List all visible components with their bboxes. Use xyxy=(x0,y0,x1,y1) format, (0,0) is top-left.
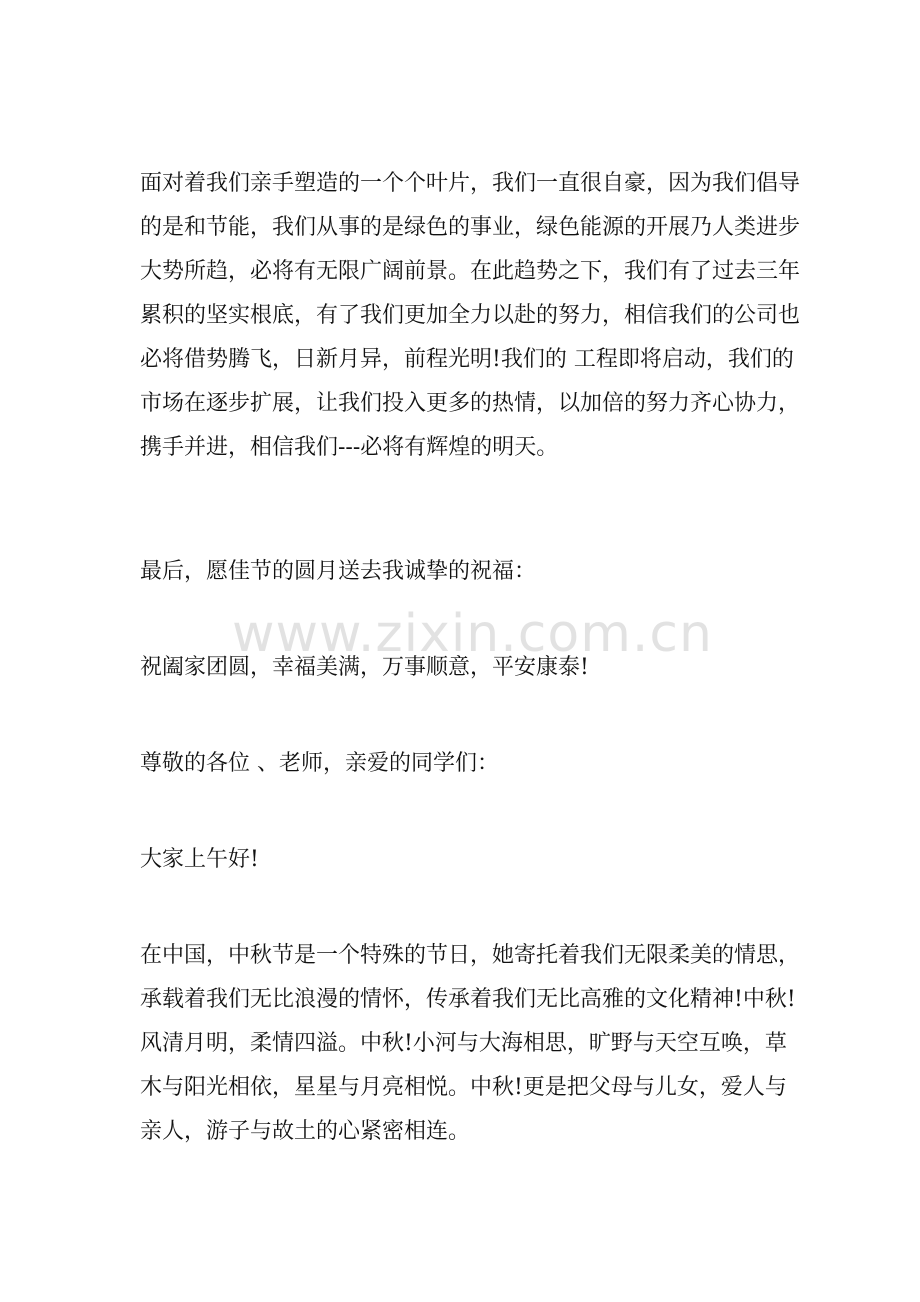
text-line: 亲人，游子与故土的心紧密相连。 xyxy=(140,1119,471,1144)
paragraph-mid-autumn xyxy=(140,934,800,1154)
text-line: 木与阳光相依，星星与月亮相悦。中秋!更是把父母与儿女，爱人与 xyxy=(140,1075,787,1100)
text-line: 面对着我们亲手塑造的一个个叶片，我们一直很自豪，因为我们倡导 xyxy=(140,171,801,196)
watermark: www.zixin.com.cn xyxy=(232,604,713,664)
paragraph-blade-career xyxy=(140,162,800,470)
text-line: 承载着我们无比浪漫的情怀，传承着我们无比高雅的文化精神!中秋! xyxy=(140,987,796,1012)
text-line: 必将借势腾飞，日新月异，前程光明!我们的 工程即将启动，我们的 xyxy=(140,347,794,372)
text-line: 祝阖家团圆，幸福美满，万事顺意，平安康泰! xyxy=(140,655,589,680)
text-line: 风清月明，柔情四溢。中秋!小河与大海相思，旷野与天空互唤，草 xyxy=(140,1031,787,1056)
paragraph-blessing xyxy=(140,646,800,690)
text-line: 尊敬的各位 、老师，亲爱的同学们： xyxy=(140,751,499,776)
text-line: 大家上午好! xyxy=(140,847,259,872)
paragraph-closing-wish xyxy=(140,550,800,594)
text-line: 在中国，中秋节是一个特殊的节日，她寄托着我们无限柔美的情思， xyxy=(140,943,801,968)
text-line: 携手并进，相信我们---必将有辉煌的明天。 xyxy=(140,435,559,460)
paragraph-greeting xyxy=(140,838,800,882)
text-line: 大势所趋，必将有无限广阔前景。在此趋势之下，我们有了过去三年 xyxy=(140,259,801,284)
text-line: 的是和节能，我们从事的是绿色的事业，绿色能源的开展乃人类进步 xyxy=(140,215,801,240)
text-line: 累积的坚实根底，有了我们更加全力以赴的努力，相信我们的公司也 xyxy=(140,303,801,328)
text-line: 最后，愿佳节的圆月送去我诚挚的祝福： xyxy=(140,559,537,584)
text-line: 市场在逐步扩展，让我们投入更多的热情，以加倍的努力齐心协力， xyxy=(140,391,801,416)
paragraph-salutation xyxy=(140,742,800,786)
